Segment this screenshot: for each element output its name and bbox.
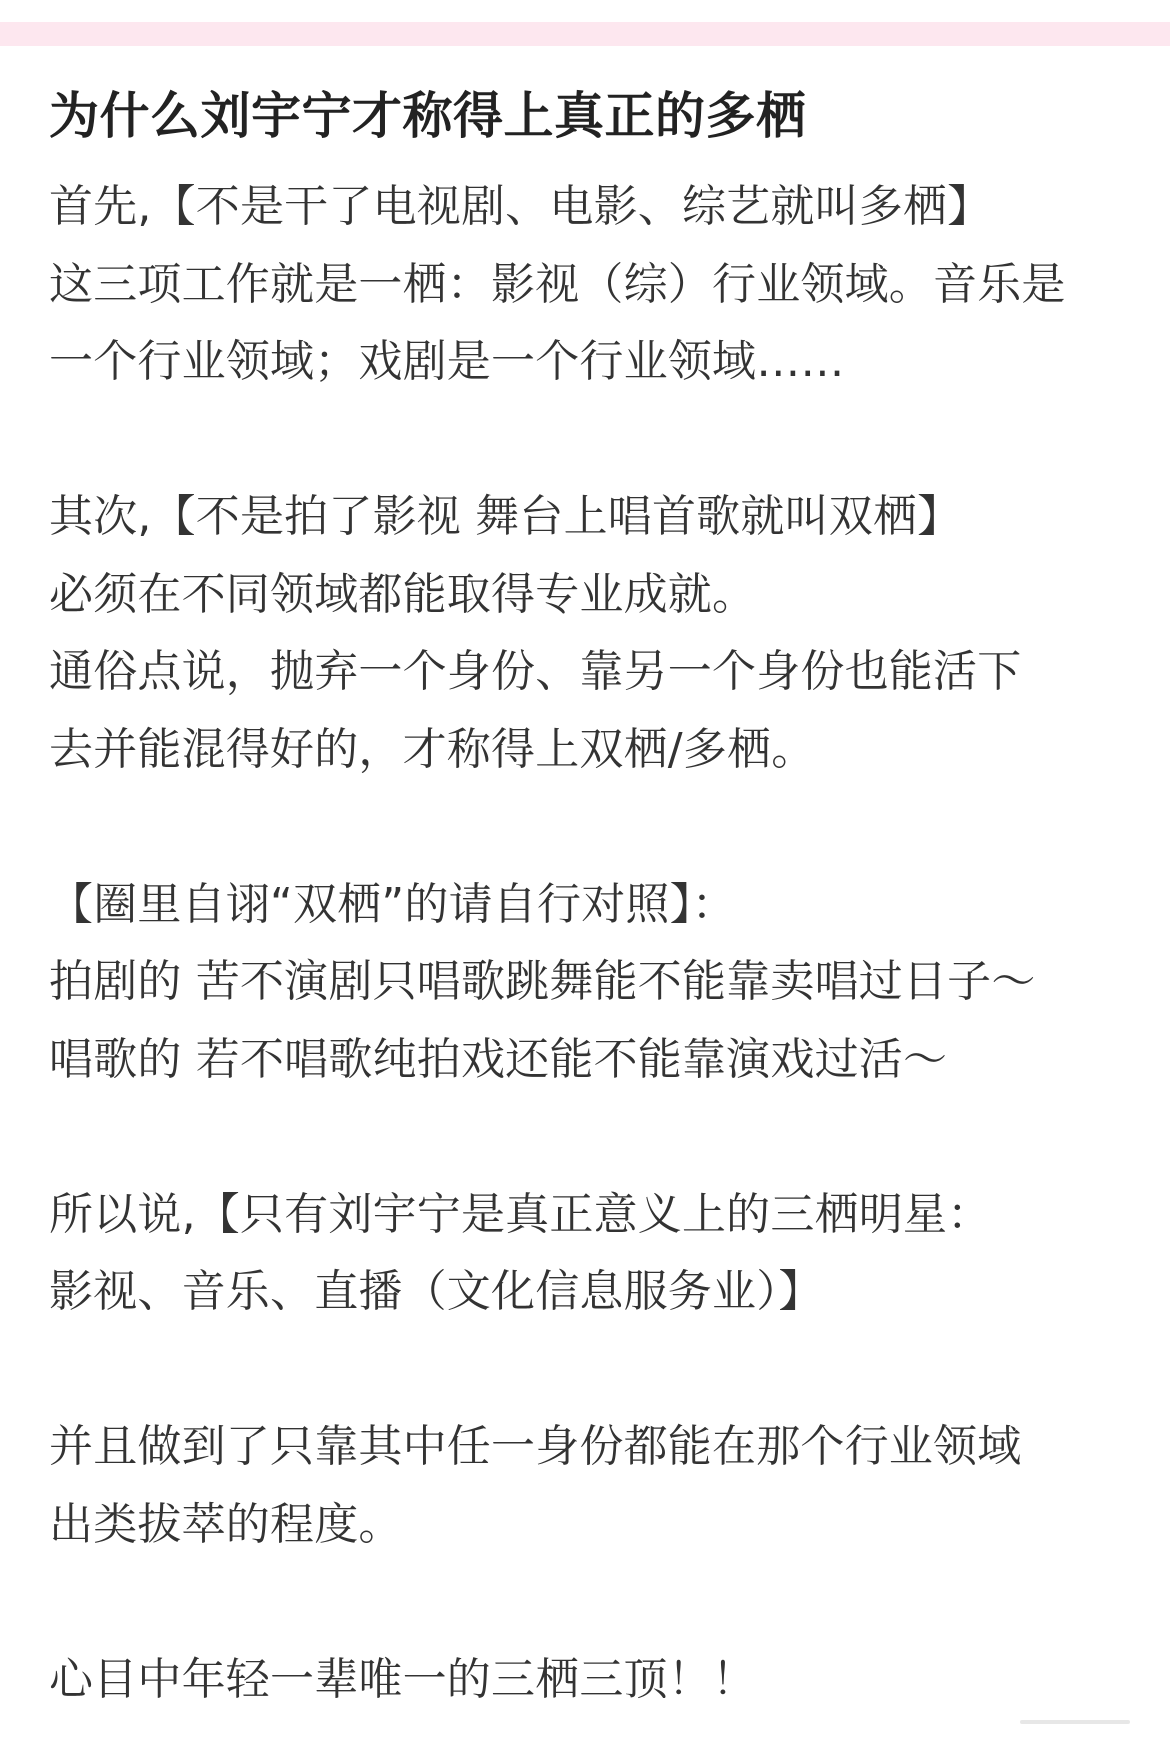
- paragraph-line: 所以说,【只有刘宇宁是真正意义上的三栖明星：: [49, 1188, 992, 1240]
- paragraph-line: 唱歌的 若不唱歌纯拍戏还能不能靠演戏过活～: [49, 1033, 948, 1085]
- paragraph-gap: [49, 1098, 1129, 1176]
- paragraph-line: 首先,【不是干了电视剧、电影、综艺就叫多栖】: [49, 181, 992, 232]
- paragraph-line: 拍剧的 苦不演剧只唱歌跳舞能不能靠卖唱过日子～: [49, 956, 1036, 1007]
- paragraph-line: 【圈里自诩“双栖”的请自行对照】：: [49, 878, 736, 930]
- paragraph-line: 去并能混得好的，才称得上双栖/多栖。: [49, 723, 816, 775]
- post-body: [49, 72, 1129, 1718]
- paragraph-line: 这三项工作就是一栖：影视（综）行业领域。音乐是: [49, 258, 1066, 310]
- paragraph-line: 通俗点说，抛弃一个身份、靠另一个身份也能活下: [49, 646, 1022, 697]
- paragraph-gap: [49, 401, 1129, 479]
- paragraph-line: 心目中年轻一辈唯一的三栖三顶！！: [49, 1653, 757, 1705]
- watermark-mark: [1020, 1709, 1130, 1735]
- paragraph-line: 影视、音乐、直播（文化信息服务业）】: [49, 1266, 823, 1317]
- paragraph-gap: [49, 788, 1129, 866]
- paragraph-line: 其次,【不是拍了影视 舞台上唱首歌就叫双栖】: [49, 491, 962, 542]
- paragraph-gap: [49, 1331, 1129, 1409]
- top-accent-strip: [0, 22, 1170, 46]
- paragraph-gap: [49, 1563, 1129, 1641]
- paragraph-line: 必须在不同领域都能取得专业成就。: [49, 568, 757, 620]
- paragraph-line: 一个行业领域；戏剧是一个行业领域……: [49, 336, 845, 387]
- post-title: 为什么刘宇宁才称得上真正的多栖: [49, 87, 807, 145]
- paragraph-line: 并且做到了只靠其中任一身份都能在那个行业领域: [49, 1421, 1022, 1472]
- paragraph-line: 出类拔萃的程度。: [49, 1498, 403, 1550]
- watermark-bar: [1020, 1720, 1130, 1724]
